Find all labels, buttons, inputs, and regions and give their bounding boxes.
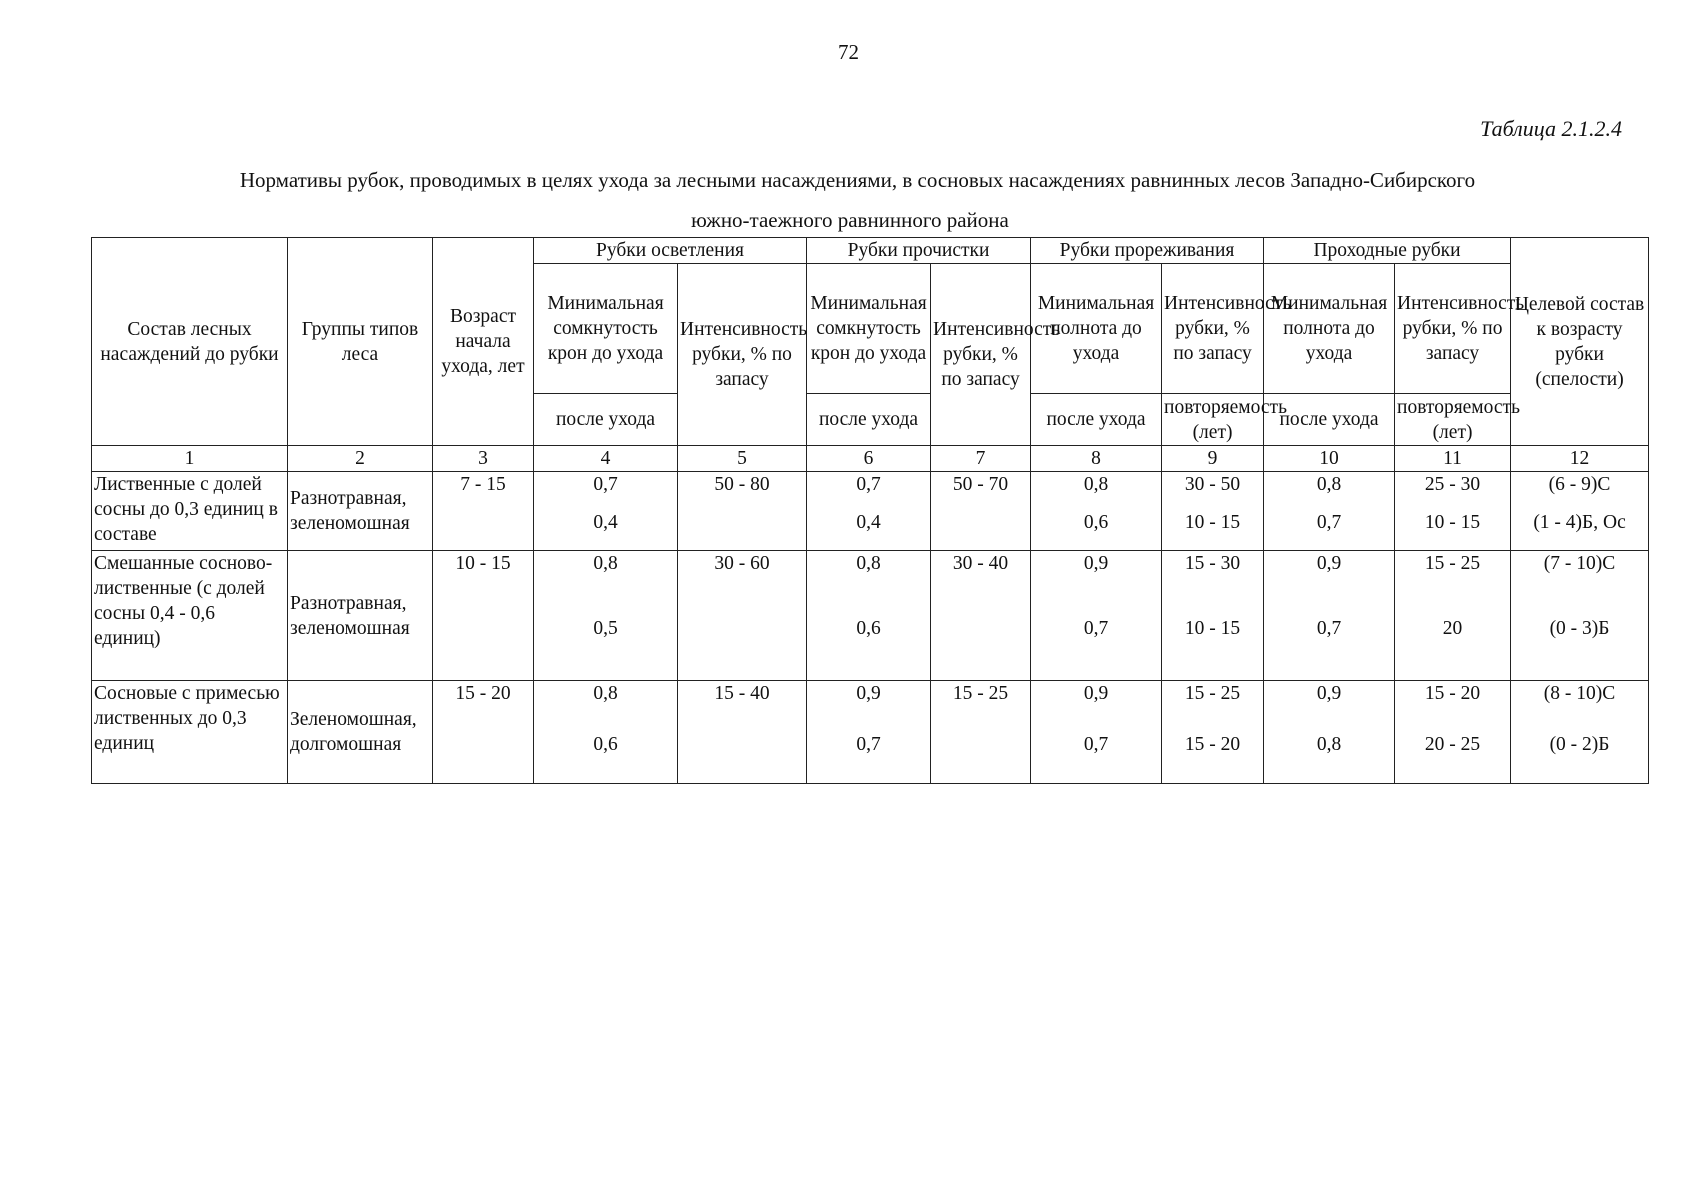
value-after: 15 - 20 <box>1184 734 1241 755</box>
value-before: 0,8 <box>1083 474 1109 495</box>
header-row-groups <box>92 238 1649 264</box>
value-after: 0,4 <box>593 512 618 533</box>
cell-min-density-ph <box>1264 551 1395 681</box>
value-after: 10 - 15 <box>1184 618 1241 639</box>
cell-composition: Лиственные с долей сосны до 0,3 единиц в составе <box>92 472 288 551</box>
col-number: 6 <box>807 446 931 472</box>
header-intensity-pr: Интенсивность рубки, % по запасу <box>931 264 1031 446</box>
cell-composition: Смешанные сосново-лиственные (с долей сосны 0,4 - 0,6 единиц) <box>92 551 288 681</box>
value-after: 0,5 <box>593 618 618 639</box>
header-repeat-prr: повторяемость (лет) <box>1162 394 1264 446</box>
cell-intensity-prr <box>1162 551 1264 681</box>
norms-table <box>91 237 1649 784</box>
cell-min-crown-closure-osv <box>534 472 678 551</box>
cell-intensity-prr <box>1162 681 1264 784</box>
value-pine: (6 - 9)С <box>1548 474 1611 495</box>
table-title <box>90 160 1610 240</box>
col-number: 5 <box>678 446 807 472</box>
col-number: 11 <box>1395 446 1511 472</box>
value-before: 0,7 <box>593 474 618 495</box>
header-min-crown-closure-pr: Минимальная сомкнутость крон до ухода <box>807 264 931 394</box>
header-target-composition: Целевой состав к возрасту рубки (спелости) <box>1511 238 1649 446</box>
table-row <box>92 551 1649 681</box>
table-row <box>92 472 1649 551</box>
cell-min-crown-closure-pr <box>807 681 931 784</box>
cell-target-composition <box>1511 551 1649 681</box>
header-after-care-osv: после ухода <box>534 394 678 446</box>
col-number: 2 <box>288 446 433 472</box>
cell-start-age: 10 - 15 <box>433 551 534 681</box>
cell-min-density-prr <box>1031 681 1162 784</box>
value-other: (0 - 3)Б <box>1549 618 1610 639</box>
cell-start-age: 7 - 15 <box>433 472 534 551</box>
col-number: 8 <box>1031 446 1162 472</box>
value-after: 0,7 <box>1316 512 1342 533</box>
cell-min-density-prr <box>1031 472 1162 551</box>
header-min-density-prr: Минимальная полнота до ухода <box>1031 264 1162 394</box>
value-after: 0,6 <box>1083 512 1109 533</box>
header-group-prorezhivaniya: Рубки прореживания <box>1031 238 1264 264</box>
cell-min-crown-closure-pr <box>807 472 931 551</box>
cell-intensity-ph <box>1395 551 1511 681</box>
value-before: 15 - 20 <box>1424 683 1481 704</box>
header-group-prochistki: Рубки прочистки <box>807 238 1031 264</box>
cell-intensity-osv: 15 - 40 <box>678 681 807 784</box>
value-after: 0,8 <box>1316 734 1342 755</box>
value-before: 0,9 <box>1083 553 1109 574</box>
value-before: 25 - 30 <box>1424 474 1481 495</box>
value-before: 15 - 25 <box>1424 553 1481 574</box>
cell-target-composition <box>1511 681 1649 784</box>
cell-intensity-ph <box>1395 472 1511 551</box>
value-before: 0,8 <box>593 683 618 704</box>
col-number: 12 <box>1511 446 1649 472</box>
header-after-care-ph: после ухода <box>1264 394 1395 446</box>
header-composition: Состав лесных насаждений до рубки <box>92 238 288 446</box>
value-after: 0,7 <box>856 734 881 755</box>
col-number: 7 <box>931 446 1031 472</box>
value-pine: (7 - 10)С <box>1543 553 1616 574</box>
header-group-osvetleniya: Рубки осветления <box>534 238 807 264</box>
header-group-prokhodnye: Проходные рубки <box>1264 238 1511 264</box>
value-before: 15 - 30 <box>1184 553 1241 574</box>
header-min-density-ph: Минимальная полнота до ухода <box>1264 264 1395 394</box>
value-after: 10 - 15 <box>1424 512 1481 533</box>
cell-min-density-prr <box>1031 551 1162 681</box>
col-number: 10 <box>1264 446 1395 472</box>
cell-composition: Сосновые с примесью лиственных до 0,3 единиц <box>92 681 288 784</box>
header-forest-type-groups: Группы типов леса <box>288 238 433 446</box>
header-after-care-prr: после ухода <box>1031 394 1162 446</box>
value-before: 0,8 <box>856 553 881 574</box>
value-before: 0,9 <box>856 683 881 704</box>
header-intensity-prr: Интенсивность рубки, % по запасу <box>1162 264 1264 394</box>
value-after: 0,7 <box>1083 734 1109 755</box>
title-line-1: Нормативы рубок, проводимых в целях ухода за лесными насаждениями, в сосновых насаждениях равнинных лесов Западно-Сибирского <box>239 168 1476 192</box>
cell-min-density-ph <box>1264 681 1395 784</box>
header-min-crown-closure-osv: Минимальная сомкнутость крон до ухода <box>534 264 678 394</box>
value-before: 0,7 <box>856 474 881 495</box>
header-after-care-pr: после ухода <box>807 394 931 446</box>
cell-intensity-osv: 30 - 60 <box>678 551 807 681</box>
header-intensity-ph: Интенсивность рубки, % по запасу <box>1395 264 1511 394</box>
cell-min-crown-closure-osv <box>534 551 678 681</box>
cell-start-age: 15 - 20 <box>433 681 534 784</box>
value-before: 30 - 50 <box>1184 474 1241 495</box>
value-before: 0,9 <box>1083 683 1109 704</box>
col-number: 1 <box>92 446 288 472</box>
value-other: (0 - 2)Б <box>1549 734 1610 755</box>
column-numbers-row <box>92 446 1649 472</box>
value-after: 0,6 <box>856 618 881 639</box>
table-row <box>92 681 1649 784</box>
value-other: (1 - 4)Б, Ос <box>1533 512 1626 533</box>
value-after: 0,7 <box>1316 618 1342 639</box>
page-number: 72 <box>838 40 859 64</box>
value-pine: (8 - 10)С <box>1543 683 1616 704</box>
cell-intensity-ph <box>1395 681 1511 784</box>
value-before: 0,8 <box>593 553 618 574</box>
cell-intensity-pr: 50 - 70 <box>931 472 1031 551</box>
cell-min-crown-closure-pr <box>807 551 931 681</box>
value-after: 20 - 25 <box>1424 734 1481 755</box>
value-before: 0,9 <box>1316 683 1342 704</box>
cell-intensity-osv: 50 - 80 <box>678 472 807 551</box>
title-line-2: южно-таежного равнинного района <box>691 208 1009 232</box>
value-after: 0,7 <box>1083 618 1109 639</box>
value-before: 15 - 25 <box>1184 683 1241 704</box>
cell-min-density-ph <box>1264 472 1395 551</box>
col-number: 3 <box>433 446 534 472</box>
cell-intensity-pr: 30 - 40 <box>931 551 1031 681</box>
cell-forest-type: Разнотравная, зеленомошная <box>288 472 433 551</box>
header-intensity-osv: Интенсивность рубки, % по запасу <box>678 264 807 446</box>
cell-forest-type: Разнотравная, зеленомошная <box>288 551 433 681</box>
header-start-age: Возраст начала ухода, лет <box>433 238 534 446</box>
header-repeat-ph: повторяемость (лет) <box>1395 394 1511 446</box>
col-number: 4 <box>534 446 678 472</box>
cell-intensity-pr: 15 - 25 <box>931 681 1031 784</box>
value-after: 0,4 <box>856 512 881 533</box>
cell-forest-type: Зеленомошная, долгомошная <box>288 681 433 784</box>
value-after: 0,6 <box>593 734 618 755</box>
value-after: 20 <box>1442 618 1463 639</box>
cell-min-crown-closure-osv <box>534 681 678 784</box>
col-number: 9 <box>1162 446 1264 472</box>
table-label: Таблица 2.1.2.4 <box>1480 116 1622 141</box>
value-before: 0,8 <box>1316 474 1342 495</box>
value-after: 10 - 15 <box>1184 512 1241 533</box>
cell-intensity-prr <box>1162 472 1264 551</box>
cell-target-composition <box>1511 472 1649 551</box>
value-before: 0,9 <box>1316 553 1342 574</box>
